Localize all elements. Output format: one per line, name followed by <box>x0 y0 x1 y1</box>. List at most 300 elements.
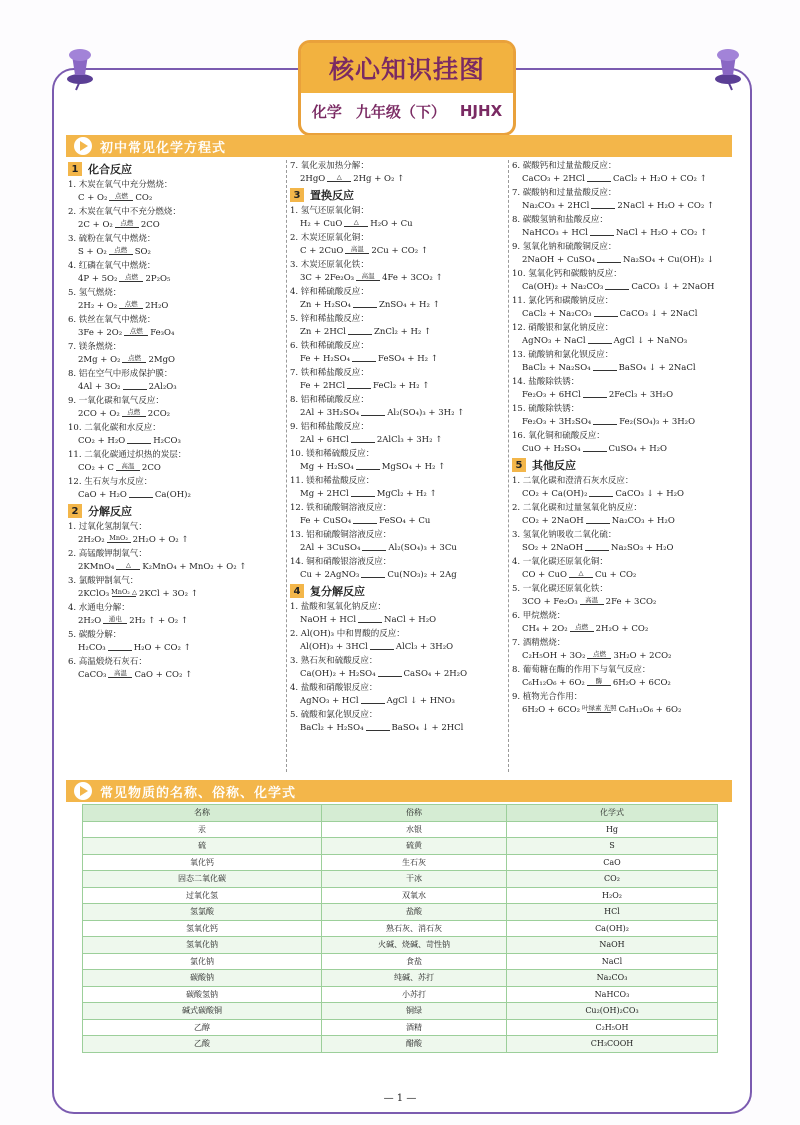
equals-line <box>119 281 143 282</box>
chemical-equation <box>522 416 732 429</box>
equations-column-2 <box>290 160 504 772</box>
equation-products: 2H₂O + O₂ ↑ <box>132 535 189 545</box>
equation-products: MgCl₂ + H₂ ↑ <box>376 489 437 499</box>
reaction-description: 5. 硫酸和氯化钡反应： <box>290 710 378 720</box>
equation-reactants: CaO + H₂O <box>78 490 127 500</box>
equals-line <box>109 254 133 255</box>
equation-reactants: 2C + O₂ <box>78 220 113 230</box>
table-cell: 固态二氧化碳 <box>83 871 322 888</box>
section-header-equations <box>66 135 732 157</box>
equals-line <box>588 343 612 344</box>
equals-line <box>597 262 621 263</box>
table-cell: 醋酸 <box>322 1036 507 1053</box>
equals-line <box>348 334 372 335</box>
equation-arrow <box>587 181 611 186</box>
equation-reactants: 3C + 2Fe₂O₃ <box>300 273 355 283</box>
table-cell: 盐酸 <box>322 904 507 921</box>
reaction-description: 13. 铝和硫酸铜溶液反应： <box>290 530 392 540</box>
equation-arrow <box>569 570 593 582</box>
reaction-description: 8. 铝在空气中形成保护膜： <box>68 369 173 379</box>
table-cell: HCl <box>507 904 718 921</box>
equation-products: K₂MnO₄ + MnO₂ + O₂ ↑ <box>142 562 247 572</box>
play-icon <box>74 782 92 800</box>
reaction-condition: 点燃 <box>575 623 589 631</box>
equation-arrow <box>585 550 609 555</box>
table-cell: 汞 <box>83 821 322 838</box>
equation-reactants: S + O₂ <box>78 247 107 257</box>
section-title: 初中常见化学方程式 <box>100 140 227 156</box>
equation-arrow <box>109 247 133 259</box>
equation-arrow <box>586 523 610 528</box>
equation-reactants: C + O₂ <box>78 193 108 203</box>
equation-products: BaSO₄ ↓ + 2HCl <box>391 723 464 733</box>
table-cell: 水银 <box>322 821 507 838</box>
equation-products: 3H₂O + 2CO₂ <box>613 651 672 661</box>
equation-products: Na₂SO₄ + Cu(OH)₂ ↓ <box>623 255 714 265</box>
equation-reactants: Fe₂O₃ + 3H₂SO₄ <box>522 417 592 427</box>
equals-line <box>594 316 618 317</box>
equation-reactants: 2KMnO₄ <box>78 562 115 572</box>
substance-table-wrap <box>82 804 718 1053</box>
equation-products: CO₂ <box>135 193 153 203</box>
equation-products: CaCO₃ ↓ + H₂O <box>615 489 684 499</box>
equation-reactants: AgNO₃ + NaCl <box>522 336 586 346</box>
equations-column-3 <box>512 160 732 772</box>
equation-arrow <box>327 174 351 186</box>
reaction-description: 3. 氯酸钾制氧气： <box>68 576 139 586</box>
equation-products: Cu(NO₃)₂ + 2Ag <box>387 570 457 580</box>
reaction-description: 5. 锌和稀盐酸反应： <box>290 314 369 324</box>
equals-line <box>587 181 611 182</box>
chemical-equation <box>522 488 732 501</box>
equation-reactants: 2H₂O <box>78 616 102 626</box>
equation-arrow <box>345 246 369 258</box>
equation-products: CaSO₄ + 2H₂O <box>403 669 468 679</box>
reaction-condition: MnO₂ △ <box>111 588 137 596</box>
equation-arrow <box>593 370 617 375</box>
reaction-description: 11. 氯化钙和碳酸钠反应： <box>512 296 614 306</box>
equals-line <box>127 443 151 444</box>
chemical-equation <box>300 245 504 258</box>
section-name: 化合反应 <box>88 162 132 176</box>
table-cell: Cu₂(OH)₂CO₃ <box>507 1003 718 1020</box>
equals-line <box>587 712 611 713</box>
equals-line <box>356 469 380 470</box>
table-cell: 双氧水 <box>322 887 507 904</box>
reaction-description: 16. 氧化铜和硫酸反应： <box>512 431 605 441</box>
chemical-equation <box>300 272 504 285</box>
equation-arrow <box>353 523 377 528</box>
equation-reactants: Cu + 2AgNO₃ <box>300 570 360 580</box>
equation-arrow <box>362 550 386 555</box>
equals-line <box>591 208 615 209</box>
equation-reactants: CO₂ + C <box>78 463 114 473</box>
reaction-condition: MnO₂ <box>109 534 128 542</box>
equation-arrow <box>580 597 604 609</box>
chemical-equation <box>522 173 732 186</box>
equation-reactants: Al(OH)₃ + 3HCl <box>300 642 368 652</box>
equation-reactants: Mg + H₂SO₄ <box>300 462 354 472</box>
equals-line <box>605 289 629 290</box>
equals-line <box>585 550 609 551</box>
equals-line <box>587 658 611 659</box>
equation-reactants: 2HgO <box>300 174 326 184</box>
equation-reactants: C₆H₁₂O₆ + 6O₂ <box>522 678 585 688</box>
column-divider <box>286 160 287 772</box>
table-cell: 酒精 <box>322 1019 507 1036</box>
table-cell: 氢氧化钠 <box>83 937 322 954</box>
equation-reactants: H₂ + CuO <box>300 219 343 229</box>
equation-arrow <box>582 705 617 717</box>
equation-reactants: 2KClO₃ <box>78 589 110 599</box>
equation-reactants: BaCl₂ + Na₂SO₄ <box>522 363 591 373</box>
equation-reactants: Na₂CO₃ + 2HCl <box>522 201 590 211</box>
equation-reactants: CH₄ + 2O₂ <box>522 624 568 634</box>
section-heading <box>68 504 282 518</box>
section-name: 复分解反应 <box>310 584 365 598</box>
reaction-description: 4. 红磷在氧气中燃烧： <box>68 261 156 271</box>
equals-line <box>116 569 140 570</box>
equals-line <box>123 389 147 390</box>
table-cell: 过氧化氢 <box>83 887 322 904</box>
equation-products: 2Cu + CO₂ ↑ <box>371 246 429 256</box>
grade-label: 九年级（下） <box>355 102 446 121</box>
equation-products: 2Al₂O₃ <box>148 382 177 392</box>
reaction-description: 13. 硫酸钠和氯化钡反应： <box>512 350 614 360</box>
equation-products: ZnSO₄ + H₂ ↑ <box>378 300 440 310</box>
equation-products: 2P₂O₅ <box>145 274 171 284</box>
column-divider <box>508 160 509 772</box>
reaction-description: 4. 锌和稀硫酸反应： <box>290 287 369 297</box>
table-cell: 氢氧化钙 <box>83 920 322 937</box>
equation-products: NaCl + H₂O + CO₂ ↑ <box>615 228 708 238</box>
reaction-description: 15. 硫酸除铁锈： <box>512 404 580 414</box>
reaction-condition: 点燃 <box>124 300 138 308</box>
equation-products: 2CO <box>141 463 161 473</box>
reaction-condition: 点燃 <box>124 273 138 281</box>
equals-line <box>590 235 614 236</box>
equation-arrow <box>378 676 402 681</box>
equals-line <box>583 397 607 398</box>
equation-arrow <box>361 577 385 582</box>
reaction-condition: 通电 <box>108 615 122 623</box>
equals-line <box>112 596 136 597</box>
section-header-names <box>66 780 732 802</box>
equation-reactants: 6H₂O + 6CO₂ <box>522 705 581 715</box>
chemical-equation <box>300 515 504 528</box>
table-row <box>83 887 718 904</box>
equation-reactants: AgNO₃ + HCl <box>300 696 359 706</box>
equation-arrow <box>107 535 131 547</box>
table-row <box>83 937 718 954</box>
section-number: 1 <box>68 162 82 176</box>
chemical-equation <box>78 534 282 547</box>
equation-arrow <box>594 316 618 321</box>
subject-label: 化学 <box>311 102 342 121</box>
equation-products: MgSO₄ + H₂ ↑ <box>381 462 446 472</box>
equation-arrow <box>587 651 611 663</box>
equation-arrow <box>123 389 147 394</box>
equation-products: 6H₂O + 6CO₂ <box>612 678 671 688</box>
chemical-equation <box>522 596 732 609</box>
chemical-equation <box>522 200 732 213</box>
column-header: 俗称 <box>322 805 507 822</box>
equation-products: 2H₂O <box>145 301 169 311</box>
chemical-equation <box>300 218 504 231</box>
equation-reactants: NaOH + HCl <box>300 615 357 625</box>
equation-arrow <box>116 562 140 574</box>
table-cell: 火碱、烧碱、苛性钠 <box>322 937 507 954</box>
equation-arrow <box>353 307 377 312</box>
equals-line <box>587 685 611 686</box>
table-cell: H₂O₂ <box>507 887 718 904</box>
equation-arrow <box>122 409 146 421</box>
reaction-condition: 高温 <box>585 596 599 604</box>
table-row <box>83 1003 718 1020</box>
equation-reactants: Ca(OH)₂ + Na₂CO₃ <box>522 282 604 292</box>
equation-reactants: NaHCO₃ + HCl <box>522 228 588 238</box>
chemical-equation <box>522 677 732 690</box>
table-cell: S <box>507 838 718 855</box>
equation-arrow <box>122 355 146 367</box>
chemical-equation <box>300 668 504 681</box>
reaction-description: 3. 熟石灰和硫酸反应： <box>290 656 378 666</box>
chemical-equation <box>522 515 732 528</box>
equation-reactants: 4P + 5O₂ <box>78 274 118 284</box>
chemical-equation <box>300 488 504 501</box>
equation-products: 2AlCl₃ + 3H₂ ↑ <box>376 435 443 445</box>
equation-products: Cu + CO₂ <box>594 570 637 580</box>
equation-reactants: Fe + CuSO₄ <box>300 516 352 526</box>
equals-line <box>352 361 376 362</box>
equation-reactants: CaCO₃ + 2HCl <box>522 174 586 184</box>
reaction-condition: △ <box>125 561 131 569</box>
equation-products: SO₂ <box>134 247 151 257</box>
equation-arrow <box>361 415 385 420</box>
equation-arrow <box>124 328 148 340</box>
equation-products: 2FeCl₃ + 3H₂O <box>608 390 674 400</box>
play-icon <box>74 137 92 155</box>
equation-reactants: 2H₂O₂ <box>78 535 105 545</box>
equals-line <box>586 523 610 524</box>
table-cell: 食盐 <box>322 953 507 970</box>
chemical-equation <box>78 381 282 394</box>
equation-products: FeSO₄ + Cu <box>379 516 431 526</box>
equation-products: AgCl ↓ + NaNO₃ <box>613 336 688 346</box>
equation-reactants: 2Al + 3H₂SO₄ <box>300 408 360 418</box>
chemical-equation <box>300 407 504 420</box>
equals-line <box>356 280 380 281</box>
equation-arrow <box>116 463 140 475</box>
reaction-description: 9. 植物光合作用： <box>512 692 583 702</box>
table-cell: Na₂CO₃ <box>507 970 718 987</box>
reaction-description: 11. 镁和稀盐酸反应： <box>290 476 375 486</box>
reaction-condition: 点燃 <box>114 246 128 254</box>
chemical-equation <box>300 326 504 339</box>
equals-line <box>580 604 604 605</box>
reaction-description: 8. 碳酸氢钠和盐酸反应： <box>512 215 608 225</box>
chemical-equation <box>522 362 732 375</box>
chemical-equation <box>300 641 504 654</box>
equation-products: CaO + CO₂ ↑ <box>134 670 193 680</box>
section-name: 其他反应 <box>532 458 576 472</box>
equation-arrow <box>347 388 371 393</box>
table-row <box>83 838 718 855</box>
equation-products: 2H₂ ↑ + O₂ ↑ <box>129 616 188 626</box>
reaction-description: 5. 一氧化碳还原氧化铁： <box>512 584 608 594</box>
reaction-description: 10. 氢氧化钙和碳酸钠反应： <box>512 269 622 279</box>
chemical-equation <box>300 173 504 186</box>
equation-products: Fe₃O₄ <box>150 328 175 338</box>
equation-products: Al₂(SO₄)₃ + 3H₂ ↑ <box>387 408 465 418</box>
reaction-description: 6. 高温煅烧石灰石： <box>68 657 147 667</box>
reaction-description: 4. 盐酸和硝酸银反应： <box>290 683 378 693</box>
equals-line <box>353 307 377 308</box>
page-number: — 1 — <box>383 1093 417 1104</box>
equation-products: 2Fe + 3CO₂ <box>605 597 657 607</box>
equals-line <box>351 442 375 443</box>
equation-arrow <box>588 343 612 348</box>
equals-line <box>122 416 146 417</box>
reaction-description: 7. 镁条燃烧： <box>68 342 122 352</box>
equation-reactants: Fe₂O₃ + 6HCl <box>522 390 581 400</box>
section-heading <box>290 584 504 598</box>
equals-line <box>378 676 402 677</box>
equals-line <box>108 677 132 678</box>
equation-reactants: 2Mg + O₂ <box>78 355 121 365</box>
section-title: 常见物质的名称、俗称、化学式 <box>100 785 297 801</box>
reaction-description: 10. 镁和稀硫酸反应： <box>290 449 375 459</box>
equals-line <box>362 550 386 551</box>
table-cell: 乙酸 <box>83 1036 322 1053</box>
equation-reactants: CaCO₃ <box>78 670 107 680</box>
reaction-description: 8. 铝和稀硫酸反应： <box>290 395 369 405</box>
equation-arrow <box>119 301 143 313</box>
equation-reactants: 3CO + Fe₂O₃ <box>522 597 578 607</box>
equation-reactants: Fe + H₂SO₄ <box>300 354 351 364</box>
reaction-description: 8. 葡萄糖在酶的作用下与氧气反应： <box>512 665 651 675</box>
reaction-condition: 点燃 <box>592 650 606 658</box>
equation-products: 2CO₂ <box>147 409 171 419</box>
reaction-condition: 点燃 <box>127 408 141 416</box>
equation-arrow <box>351 496 375 501</box>
reaction-description: 2. 木炭还原氧化铜： <box>290 233 369 243</box>
equation-reactants: C + 2CuO <box>300 246 344 256</box>
chemical-equation <box>78 642 282 655</box>
equals-line <box>593 424 617 425</box>
reaction-description: 12. 生石灰与水反应： <box>68 477 153 487</box>
table-cell: NaCl <box>507 953 718 970</box>
equation-products: 2Hg + O₂ ↑ <box>353 174 405 184</box>
table-cell: 碳酸氢钠 <box>83 986 322 1003</box>
substance-table <box>82 804 718 1053</box>
edition-code: HJHX <box>459 102 503 120</box>
equation-reactants: C₂H₅OH + 3O₂ <box>522 651 586 661</box>
equation-arrow <box>344 219 368 231</box>
equation-products: Fe₂(SO₄)₃ + 3H₂O <box>619 417 696 427</box>
equation-reactants: Mg + 2HCl <box>300 489 349 499</box>
reaction-description: 2. Al(OH)₃ 中和胃酸的反应： <box>290 629 405 639</box>
equation-reactants: Fe + 2HCl <box>300 381 346 391</box>
equals-line <box>358 622 382 623</box>
reaction-description: 3. 木炭还原氧化铁： <box>290 260 369 270</box>
equation-products: H₂CO₃ <box>153 436 181 446</box>
reaction-description: 5. 碳酸分解： <box>68 630 122 640</box>
chemical-equation <box>78 462 282 475</box>
table-row <box>83 953 718 970</box>
table-cell: 纯碱、苏打 <box>322 970 507 987</box>
chemical-equation <box>522 389 732 402</box>
equation-arrow <box>597 262 621 267</box>
equation-reactants: Zn + H₂SO₄ <box>300 300 351 310</box>
table-cell: NaOH <box>507 937 718 954</box>
equals-line <box>353 523 377 524</box>
equation-arrow <box>583 451 607 456</box>
reaction-condition: 点燃 <box>120 219 134 227</box>
table-row <box>83 986 718 1003</box>
reaction-description: 7. 碳酸钠和过量盐酸反应： <box>512 188 617 198</box>
section-heading <box>68 162 282 176</box>
equation-products: ZnCl₂ + H₂ ↑ <box>373 327 432 337</box>
reaction-condition: 高温 <box>113 669 127 677</box>
table-cell: CH₃COOH <box>507 1036 718 1053</box>
equation-products: 2KCl + 3O₂ ↑ <box>138 589 198 599</box>
reaction-condition: △ <box>336 173 342 181</box>
table-cell: NaHCO₃ <box>507 986 718 1003</box>
equation-reactants: H₂CO₃ <box>78 643 106 653</box>
equation-reactants: 2Al + 6HCl <box>300 435 349 445</box>
equation-reactants: CO₂ + H₂O <box>78 436 126 446</box>
reaction-description: 1. 盐酸和氢氧化钠反应： <box>290 602 386 612</box>
equation-arrow <box>361 703 385 708</box>
reaction-description: 1. 木炭在氧气中充分燃烧： <box>68 180 173 190</box>
reaction-description: 6. 铁丝在氧气中燃烧： <box>68 315 156 325</box>
chemical-equation <box>300 461 504 474</box>
reaction-description: 6. 铁和稀硫酸反应： <box>290 341 369 351</box>
chemical-equation <box>522 623 732 636</box>
reaction-condition: △ <box>353 218 359 226</box>
reaction-condition: △ <box>578 569 584 577</box>
reaction-condition: 点燃 <box>114 192 128 200</box>
equation-reactants: 4Al + 3O₂ <box>78 382 121 392</box>
equation-arrow <box>370 649 394 654</box>
reaction-description: 9. 一氧化碳和氧气反应： <box>68 396 164 406</box>
equals-line <box>366 730 390 731</box>
equals-line <box>569 577 593 578</box>
table-cell: 碱式碳酸铜 <box>83 1003 322 1020</box>
equation-products: Al₂(SO₄)₃ + 3Cu <box>388 543 457 553</box>
table-cell: 铜绿 <box>322 1003 507 1020</box>
table-cell: CO₂ <box>507 871 718 888</box>
equals-line <box>361 415 385 416</box>
equation-reactants: 2CO + O₂ <box>78 409 120 419</box>
equation-products: CaCO₃ ↓ + 2NaOH <box>631 282 715 292</box>
chemical-equation <box>78 327 282 340</box>
reaction-description: 2. 二氧化碳和过量氢氧化钠反应： <box>512 503 642 513</box>
equals-line <box>129 497 153 498</box>
reaction-description: 4. 一氧化碳还原氧化铜： <box>512 557 608 567</box>
table-header-row <box>83 805 718 822</box>
table-cell: 小苏打 <box>322 986 507 1003</box>
equation-products: 2MgO <box>148 355 175 365</box>
reaction-description: 9. 铝和稀盐酸反应： <box>290 422 369 432</box>
table-cell: Hg <box>507 821 718 838</box>
reaction-description: 3. 硫粉在氧气中燃烧： <box>68 234 156 244</box>
equation-arrow <box>358 622 382 627</box>
chemical-equation <box>78 615 282 628</box>
equation-arrow <box>108 650 132 655</box>
equation-reactants: CaCl₂ + Na₂CO₃ <box>522 309 592 319</box>
